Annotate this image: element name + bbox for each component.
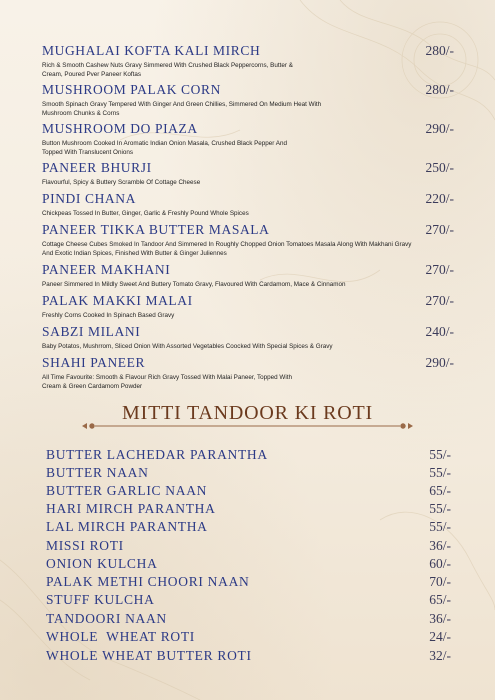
item-name: SABZI MILANI xyxy=(42,324,141,339)
item-name: LAL MIRCH PARANTHA xyxy=(46,519,208,534)
item-price: 36/- xyxy=(429,538,451,553)
item-name: SHAHI PANEER xyxy=(42,355,146,370)
menu-item xyxy=(46,538,451,556)
section-title: MITTI TANDOOR KI ROTI xyxy=(122,402,373,424)
menu-item xyxy=(46,611,451,629)
item-name: PINDI CHANA xyxy=(42,191,136,206)
item-name: BUTTER NAAN xyxy=(46,465,149,480)
item-price: 280/- xyxy=(425,43,454,58)
item-name: WHOLE WHEAT ROTI xyxy=(46,629,196,644)
item-description: Flavourful, Spicy & Buttery Scramble Of Cottage Cheese xyxy=(42,179,201,186)
menu-item xyxy=(46,483,451,501)
item-price: 270/- xyxy=(425,293,454,308)
item-name: MUSHROOM DO PIAZA xyxy=(42,121,198,136)
item-name: WHOLE WHEAT BUTTER ROTI xyxy=(46,648,252,663)
item-price: 55/- xyxy=(429,519,451,534)
item-price: 70/- xyxy=(429,574,451,589)
item-price: 65/- xyxy=(429,592,451,607)
item-price: 240/- xyxy=(425,324,454,339)
item-description: Cottage Cheese Cubes Smoked In Tandoor And Simmered In Roughly Chopped Onion Tomatoes Masala Along With Makhani Gravy And Exotic Indian Spices, Finished With Butter & Ginger Juliennes xyxy=(42,241,412,257)
item-name: PANEER TIKKA BUTTER MASALA xyxy=(42,222,270,237)
item-price: 250/- xyxy=(425,160,454,175)
item-name: PANEER MAKHANI xyxy=(42,262,171,277)
item-name: TANDOORI NAAN xyxy=(46,611,167,626)
item-price: 290/- xyxy=(425,121,454,136)
item-description: Baby Potatos, Mushrrom, Sliced Onion With Assorted Vegetables Coocked With Special Spices & Gravy xyxy=(42,343,333,350)
menu-item xyxy=(46,519,451,537)
item-price: 270/- xyxy=(425,262,454,277)
menu-item xyxy=(46,574,451,592)
item-price: 55/- xyxy=(429,501,451,516)
item-description: All Time Favourite: Smooth & Flavour Rich Gravy Tossed With Malai Paneer, Topped With Cream & Green Cardamom Powder xyxy=(42,374,292,390)
item-price: 36/- xyxy=(429,611,451,626)
item-description: Chickpeas Tossed In Butter, Ginger, Garlic & Freshly Pound Whole Spices xyxy=(42,210,249,217)
item-name: PALAK MAKKI MALAI xyxy=(42,293,193,308)
item-name: MUSHROOM PALAK CORN xyxy=(42,82,221,97)
item-name: BUTTER GARLIC NAAN xyxy=(46,483,208,498)
item-description: Paneer Simmered In Mildly Sweet And Buttery Tomato Gravy, Flavoured With Cardamom, Mace & Cinnamon xyxy=(42,281,346,288)
item-name: STUFF KULCHA xyxy=(46,592,155,607)
item-description: Button Mushroom Cooked In Aromatic Indian Onion Masala, Crushed Black Pepper And Topped With Translucent Onions xyxy=(42,140,288,156)
item-name: MUGHALAI KOFTA KALI MIRCH xyxy=(42,43,261,58)
item-name: MISSI ROTI xyxy=(46,538,124,553)
item-name: BUTTER LACHEDAR PARANTHA xyxy=(46,447,268,462)
menu-item xyxy=(46,648,451,666)
menu-item xyxy=(46,592,451,610)
item-price: 55/- xyxy=(429,465,451,480)
item-price: 280/- xyxy=(425,82,454,97)
menu-item xyxy=(46,501,451,519)
item-price: 60/- xyxy=(429,556,451,571)
item-price: 24/- xyxy=(429,629,451,644)
menu-item xyxy=(46,447,451,465)
item-price: 55/- xyxy=(429,447,451,462)
menu-item xyxy=(46,556,451,574)
menu-item xyxy=(46,629,451,647)
item-price: 32/- xyxy=(429,648,451,663)
item-description: Freshly Corns Cooked In Spinach Based Gravy xyxy=(42,312,175,319)
item-name: HARI MIRCH PARANTHA xyxy=(46,501,216,516)
item-name: ONION KULCHA xyxy=(46,556,158,571)
item-description: Rich & Smooth Cashew Nuts Gravy Simmered With Crushed Black Peppercorns, Butter & Cream, Poured Pver Paneer Koftas xyxy=(42,62,293,78)
item-name: PALAK METHI CHOORI NAAN xyxy=(46,574,250,589)
item-price: 290/- xyxy=(425,355,454,370)
menu-item xyxy=(46,465,451,483)
item-description: Smooth Spinach Gravy Tempered With Ginger And Green Chillies, Simmered On Medium Heat With Mushroom Chunks & Corns xyxy=(42,101,322,117)
item-price: 65/- xyxy=(429,483,451,498)
item-price: 220/- xyxy=(425,191,454,206)
item-price: 270/- xyxy=(425,222,454,237)
item-name: PANEER BHURJI xyxy=(42,160,152,175)
